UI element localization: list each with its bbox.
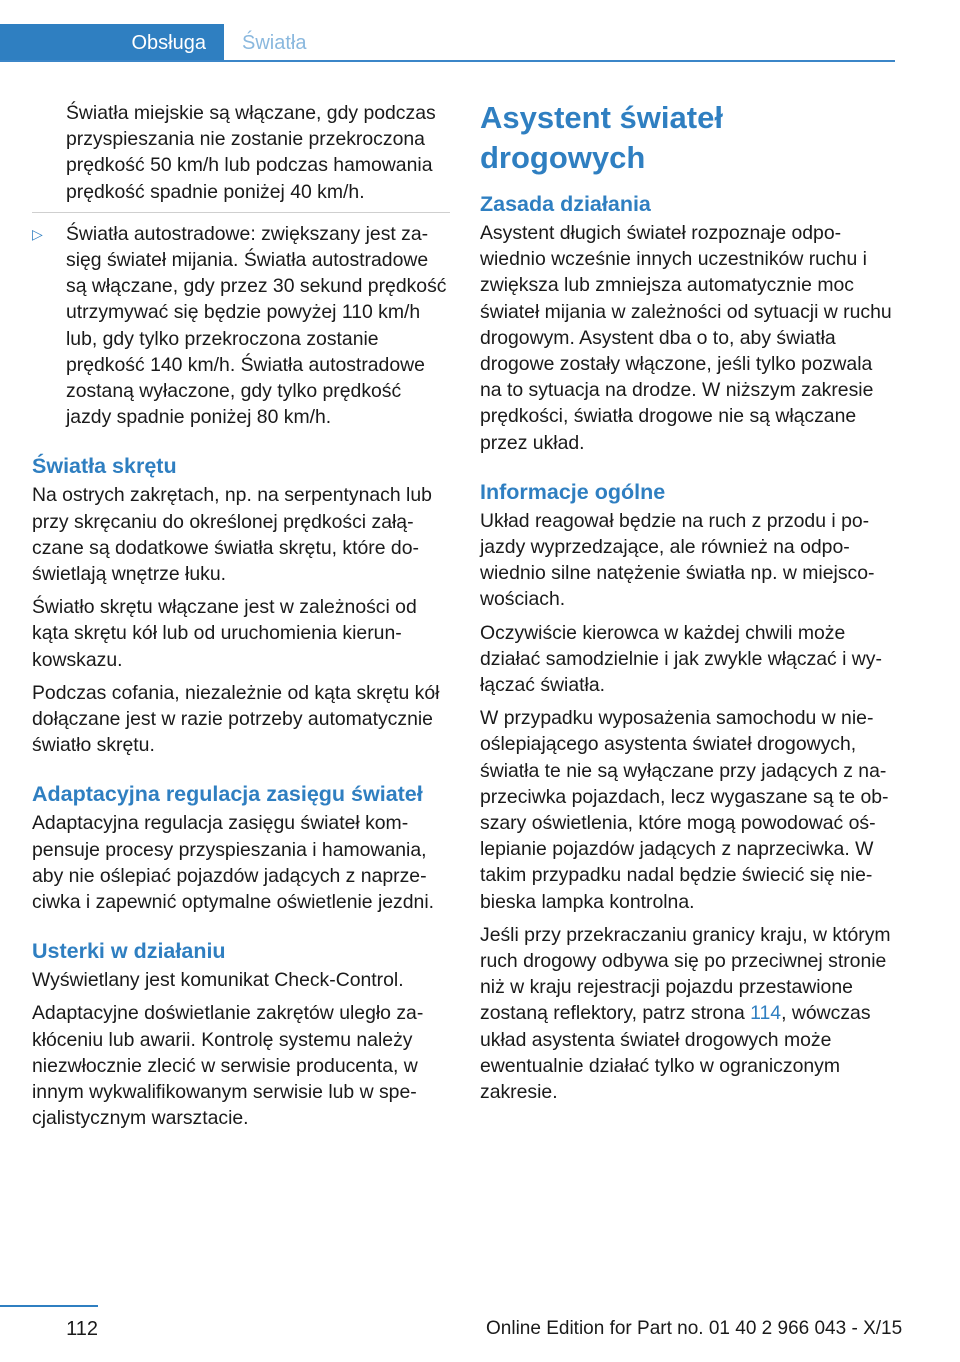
paragraph [480, 922, 896, 1105]
section-heading-zasada: Zasada działania [480, 192, 651, 216]
left-column [32, 100, 450, 1139]
page-header [0, 24, 895, 62]
paragraph: Adaptacyjna regulacja zasięgu świateł kompensuje procesy przyspieszania i hamowania, aby nie oślepiać pojazdów jadących z naprzeciwka i zapewnić optymalne oświetlenie jezdni. [32, 812, 435, 914]
section-heading-informacje: Informacje ogólne [480, 479, 666, 504]
header-rule [0, 60, 895, 62]
paragraph: W przypadku wyposażenia samochodu w nieoślepiającego asystenta świateł drogowych, światła te nie są wyłączane przy jadących z naprzeciwka pojazdach, lecz wygaszane są te obszary oświetlenia, które mogą powodować oślepianie pojazdów jadących z naprzeciwka. W takim przypadku nadal będzie świecić się niebieska lampka kontrolna. [480, 707, 889, 913]
main-heading-asystent: Asystent świateł drogowych [480, 100, 723, 175]
triangle-bullet-icon: ▷ [32, 225, 43, 242]
paragraph: Oczywiście kierowca w każdej chwili może działać samodzielnie i jak zwykle włączać i wyłączać światła. [480, 621, 882, 697]
section-heading-swiatla-skretu: Światła skrętu [32, 454, 177, 479]
paragraph: Na ostrych zakrętach, np. na serpentynach lub przy skręcaniu do określonej prędkości załączane są dodatkowe światła skrętu, które doświetlają wnętrze łuku. [32, 484, 432, 586]
paragraph: Układ reagował będzie na ruch z przodu i pojazdy wyprzedzające, ale również na odpowiednio silne natężenie światła np. w miejscowościach. [480, 509, 875, 611]
section-heading-usterki: Usterki w działaniu [32, 939, 226, 964]
list-item [32, 221, 450, 431]
bullet-text: Światła autostradowe: zwiększany jest zasięg świateł mijania. Światła autostradowe są włączane, gdy przez 30 sekund prędkość utrzymywać się będzie powyżej 110 km/h lub, gdy tylko przekroczona zostanie prędkość 140 km/h. Światła autostradowe zostaną wyłaczone, gdy tylko prędkość jazdy spadnie poniżej 80 km/h. [66, 222, 447, 429]
intro-paragraph: Światła miejskie są włączane, gdy podczas przyspieszania nie zostanie przekroczona prędkość 50 km/h lub podczas hamowania prędkość spadnie poniżej 40 km/h. [66, 102, 436, 203]
page-link[interactable]: 114 [750, 1002, 782, 1025]
paragraph: Wyświetlany jest komunikat Check-Control. [32, 969, 404, 992]
paragraph: Asystent długich świateł rozpoznaje odpowiednio wcześnie innych uczestników ruchu i zwiększa lub zmniejsza automatycznie moc świateł mijania w zależności od sytuacji w ruchu drogowym. Asystent dba o to, aby światła drogowe zostały włączone, jeśli tylko pozwala na to sytuacja na drodze. W niższym zakresie prędkości, światła drogowe nie są włączane przez układ. [480, 222, 892, 454]
paragraph: Światło skrętu włączane jest w zależności od kąta skrętu kół lub od uruchomienia kierunkowskazu. [32, 596, 417, 671]
right-column [480, 100, 896, 1112]
paragraph-text: , wówczas układ asystenta świateł drogowych może ewentualnie działać tylko w ograniczonym zakresie. [480, 1002, 871, 1104]
paragraph: Adaptacyjne doświetlanie zakrętów uległo zakłóceniu lub awarii. Kontrolę systemu należy niezwłocznie zlecić w serwisie producenta, w innym wykwalifikowanym serwisie lub w specjalistycznym warsztacie. [32, 1002, 424, 1130]
tab-obsluga[interactable]: Obsługa [0, 24, 224, 62]
footer-rule [0, 1305, 98, 1307]
page-number: 112 [66, 1318, 98, 1340]
edition-text: Online Edition for Part no. 01 40 2 966 043 - X/15 [486, 1318, 903, 1339]
tab-swiatla[interactable]: Światła [242, 32, 307, 54]
bullet-divider [32, 212, 450, 213]
section-heading-adaptacyjna-regulacja: Adaptacyjna regulacja zasięgu świateł [32, 782, 423, 807]
paragraph-text: Jeśli przy przekraczaniu granicy kraju, w którym ruch drogowy odbywa się po przeciwnej stronie niż w kraju rejestracji pojazdu przestawione zostaną reflektory, patrz strona [480, 923, 891, 1025]
paragraph: Podczas cofania, niezależnie od kąta skrętu kół dołączane jest w razie potrzeby automatycznie światło skrętu. [32, 681, 440, 757]
